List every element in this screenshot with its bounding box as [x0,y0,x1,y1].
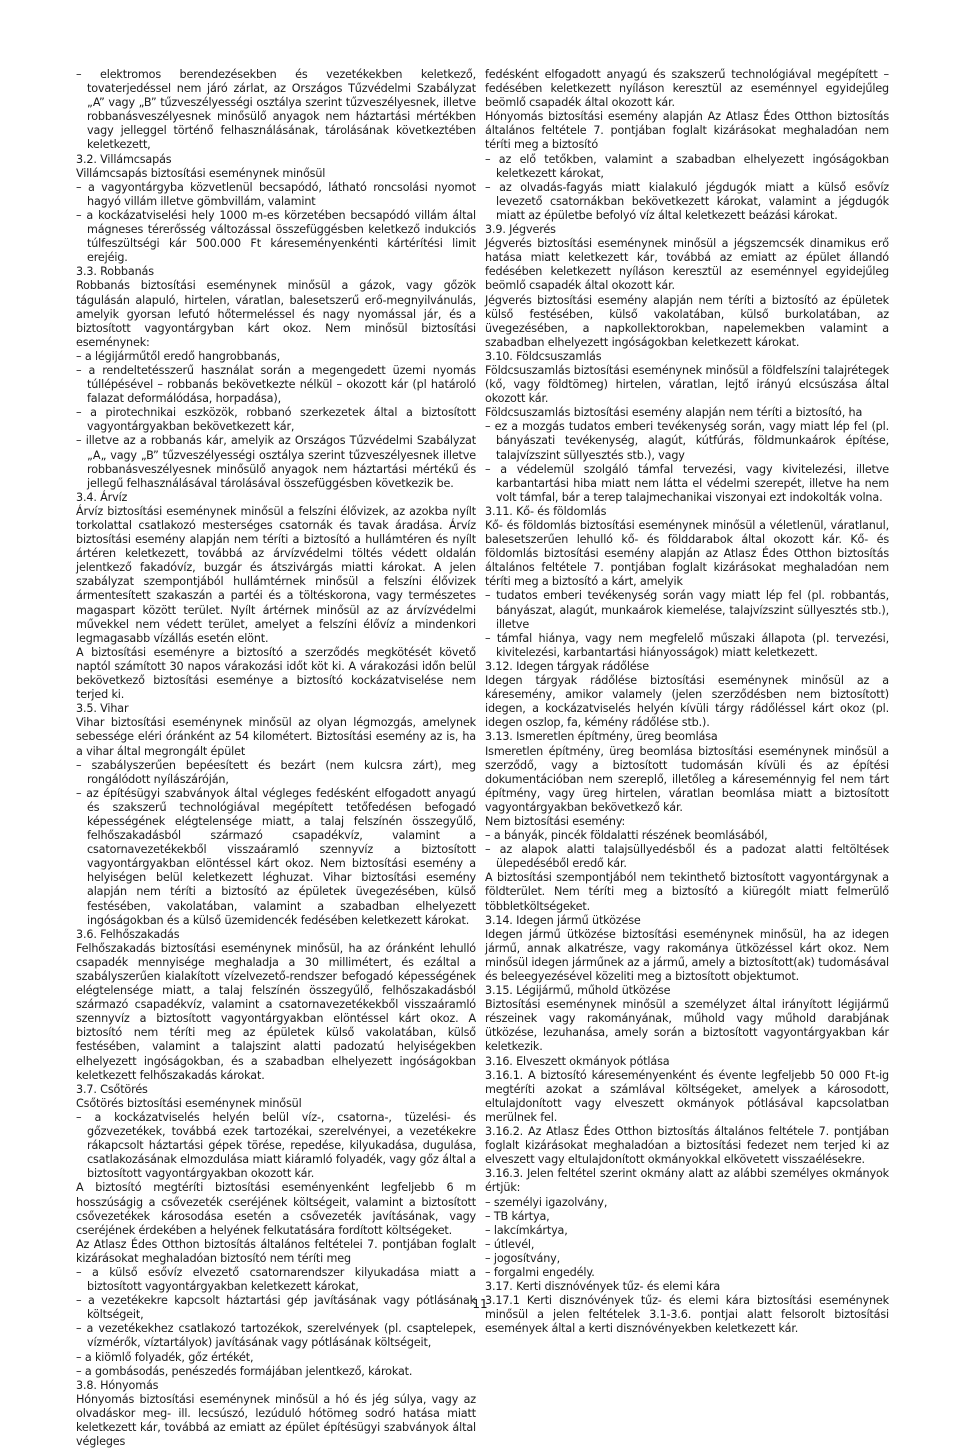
dash-list-item: – elektromos berendezésekben és vezetékekben keletkező, tovaterjedéssel nem járó zárlat, az Országos Tűzvédelmi Szabályzat „A” vagy „B” tűzveszélyességi osztálya szerint tűzveszélyesnek, illetve robbanásveszélyesnek minősülő anyagok nem háztartási mértékben vagy jelleggel történő felhasználásának, tárolásának következtében keletkezett, [76,68,476,153]
paragraph: 3.12. Idegen tárgyak rádőlése [485,659,649,673]
dash-list-item: – jogosítvány, [485,1252,889,1266]
paragraph: Jégverés biztosítási esemény alapján nem téríti a biztosító az épületek külső festésében, külső vakolatában, külső burkolatában, az üvegezésében, a napkollektorokban, napelemekben valamint a szabadban elhelyezett ingóságokban keletkezett károkat. [485,293,889,349]
paragraph: Biztosítási eseménynek minősül a személyzet által irányított légijármű részeinek vagy rakományának, műhold vagy műhold darabjának ütközése, lezuhanása, amely során a biztosított vagyontárgyakban kár keletkezik. [485,998,889,1054]
paragraph: 3.9. Jégverés [485,223,556,237]
paragraph: 3.3. Robbanás [76,265,154,279]
paragraph: Hónyomás biztosítási eseménynek minősül a hó és jég súlya, vagy az olvadáskor meg- ill. lecsúszó, lezúduló hótömeg sodró hatása miatt keletkezett kár, továbbá az emiatt az épület építésügyi szabványok által végleges [76,1392,476,1449]
paragraph: 3.8. Hónyomás [76,1378,159,1392]
page-number: 11 [472,1297,488,1311]
paragraph: 3.6. Felhőszakadás [76,927,180,941]
paragraph: 3.16.1. A biztosító káreseményenként és évente legfeljebb 50 000 Ft-ig megtéríti azokat a számlával költségeket, amelyek a károsodott, eltulajdonított vagy elveszett okmányok pótlásával kapcsolatban merülnek fel. [485,1068,889,1124]
dash-list-item: – az építésügyi szabványok által végleges fedésként elfogadott anyagú és szakszerű technológiával megépített tetőfedésen befogadó képességének elégtelensége miatt, a talaj felszínén összegyűlő, felhőszakadásból származó csapadékvíz, valamint a csatornavezetékekből visszaáramló szennyvíz a biztosított vagyontárgyakban elöntéssel kárt okoz. Nem biztosítási esemény a helyiségen belül keletkezett léghuzat. Vihar biztosítási esemény alapján nem téríti a biztosító az épületek üvegezésében, külső festésében, vakolatában, valamint a szabadban elhelyezett ingóságokban és a külső üzemidencék fedésében keletkezett károkat. [76,787,476,928]
paragraph: Jégverés biztosítási eseménynek minősül a jégszemcsék dinamikus erő hatása miatt keletkezett kár, továbbá az emiatt az épület állandó fedésében keletkezett nyíláson keresztül az eseménnyel egyidejűleg beömlő csapadék által okozott kár. [485,237,889,293]
paragraph: 3.17. Kerti disznóvények tűz- és elemi kára [485,1280,721,1294]
paragraph: Földcsuszamlás biztosítási esemény alapján nem téríti a biztosító, ha [485,406,863,420]
dash-list-item: – a vezetékekhez csatlakozó tartozékok, szerelvények (pl. csaptelepek, vízmérők, víztartályok) javításának vagy pótlásának költségeit, [76,1322,476,1350]
paragraph: Az Atlasz Édes Otthon biztosítás általános feltételei 7. pontjában foglalt kizárásokat meghaladóan biztosító nem téríti meg [76,1237,476,1265]
paragraph: Vihar biztosítási eseménynek minősül az olyan légmozgás, amelynek sebessége eléri óránként az 54 kilométert. Biztosítási esemény az is, ha a vihar által megrongált épület [76,716,476,758]
paragraph: Földcsuszamlás biztosítási eseménynek minősül a földfelszíni talajrétegek (kő, vagy földtömeg) hirtelen, váratlan, lejtő irányú elcsúszása által okozott kár. [485,363,889,406]
paragraph: A biztosítási eseményre a biztosító a szerződés megkötését követő naptól számított 30 napos várakozási időt köt ki. A várakozási időn belül bekövetkező biztosítási eseménye a biztosító kockázatviselése nem terjed ki. [76,645,476,702]
dash-list-item: – forgalmi engedély. [485,1266,889,1280]
paragraph: 3.17.1 Kerti disznóvények tűz- és elemi kára biztosítási eseménynek minősül a jelen feltételek 3.1-3.6. pontjai alatt felsorolt biztosítási események által a kerti disznóvényekben keletkezett kár. [485,1294,889,1336]
paragraph: 3.5. Vihar [76,702,129,716]
dash-list-item: – útlevél, [485,1238,889,1252]
dash-list-item: – a rendeltetésszerű használat során a megengedett üzemi nyomás túllépésével – robbanás bekövetkezte nélkül – okozott kár (pl határoló falazat deformálódása, horpadása), [76,364,476,406]
dash-list-item: – a kiömlő folyadék, gőz értékét, [76,1351,476,1365]
paragraph: 3.2. Villámcsapás [76,152,172,166]
paragraph: fedésként elfogadott anyagú és szakszerű technológiával megépített – fedésében keletkezett nyíláson keresztül az eseménnyel egyidejűleg beömlő csapadék által okozott kár. [485,68,889,110]
paragraph: 3.13. Ismeretlen építmény, üreg beomlása [485,730,718,744]
paragraph: Hónyomás biztosítási esemény alapján Az Atlasz Édes Otthon biztosítás általános feltétele 7. pontjában foglalt kizárásokat meghaladóan nem téríti meg a biztosító [485,110,889,152]
paragraph: 3.14. Idegen jármű ütközése [485,913,641,927]
paragraph: Nem biztosítási esemény: [485,814,626,828]
paragraph: 3.15. Légijármű, műhold ütközése [485,984,671,998]
dash-list-item: – tudatos emberi tevékenység során vagy miatt lép fel (pl. robbantás, bányászat, alagút, munkaárok kiemelése, talajvízszint süllyesztés stb.), illetve [485,589,889,631]
dash-list-item: – az olvadás-fagyás miatt kialakuló jégdugók miatt a külső esővíz levezető csatornákban bekövetkezett károkat, valamint a jégdugók miatt az épületbe befolyó víz által keletkezett beázási károkat. [485,181,889,223]
dash-list-item: – a gombásodás, penészedés formájában jelentkező, károkat. [76,1365,476,1379]
paragraph: Árvíz biztosítási eseménynek minősül a felszíni élővizek, az azokba nyílt torkolattal csatlakozó mesterséges csatornák és tavak áradása. Árvíz biztosítási esemény alapján nem téríti a biztosító a hullámtéren és nyílt ártéren keletkezett, továbbá az árvízvédelmi töltés védett oldalán jelentkező fakadóvíz, buzgár és átszivárgás miatti károkat. A jelen szabályzat szempontjából hullámtérnek minősül a felszíni élővizek ármentesített szakaszán a partéi és a töltéskorona, vagy természetes magaspart között terület. Nyílt ártérnek minősül az az árvízvédelmi művekkel nem védett terület, amelyet a felszíni élővíz a mindenkori legmagasabb vízállás esetén elönt. [76,504,476,645]
paragraph: 3.16. Elveszett okmányok pótlása [485,1054,670,1068]
dash-list-item: – ez a mozgás tudatos emberi tevékenység során, vagy miatt lép fel (pl. bányászati tevékenység, alagút, kútfúrás, földmunkaárok építése, talajvízszint süllyesztés stb.), vagy [485,420,889,462]
paragraph: Idegen tárgyak rádőlése biztosítási eseménynek minősül az a káresemény, amikor valamely (jelen szerződésben nem biztosított) idegen, a kockázatviselés helyén kívüli tárgy rádőléssel kárt okoz (pl. idegen oszlop, fa, kémény rádőlése stb.). [485,674,889,730]
dash-list-item: – támfal hiánya, vagy nem megfelelő műszaki állapota (pl. tervezési, kivitelezési, karbantartási hiányosságok) miatt keletkezett. [485,632,889,660]
paragraph: 3.16.2. Az Atlasz Édes Otthon biztosítás általános feltétele 7. pontjában foglalt kizárásokat meghaladóan a biztosítási fedezet nem terjed ki az elveszett vagy eltulajdonított okmányokkal elkövetett visszaélésekre. [485,1125,889,1167]
dash-list-item: – a pirotechnikai eszközök, robbanó szerkezetek által a biztosított vagyontárgyakban bekövetkezett kár, [76,406,476,434]
dash-list-item: – TB kártya, [485,1210,889,1224]
paragraph: Felhőszakadás biztosítási eseménynek minősül, ha az óránként lehulló csapadék mennyisége meghaladja a 30 millimétert, és ezáltal a szabályszerűen kialakított vízelvezető-rendszer befogadó képességének elégtelensége miatt, a talaj felszínén összegyűlő, felhőszakadásból származó csapadékvíz, valamint a csatornavezetékekből visszaáramló szennyvíz a biztosított vagyontárgyakban elöntéssel kárt okoz. A biztosító nem téríti meg az épületek külső vakolatában, külső festésében, valamint a talajszint alatti padozatú helyiségekben elhelyezett ingóságokban, és a szabadban elhelyezett ingóságokban keletkezett felhőszakadás károkat. [76,941,476,1082]
left-text-column [76,68,476,1449]
dash-list-item: – lakcímkártya, [485,1224,889,1238]
dash-list-item: – a védelemül szolgáló támfal tervezési, vagy kivitelezési, illetve karbantartási hiba miatt nem látta el védelmi szerepét, illetve ha nem volt támfal, bár a terep talajmechanikai viszonyai ezt indokolták volna. [485,463,889,505]
right-text-column [485,68,889,1336]
dash-list-item: – a vezetékekre kapcsolt háztartási gép javításának vagy pótlásának költségeit, [76,1294,476,1322]
paragraph: Kő- és földomlás biztosítási eseménynek minősül a véletlenül, váratlanul, balesetszerűen lehulló kő- és földdarabok által okozott kár. Kő- és földomlás biztosítási esemény alapján az Atlasz Édes Otthon biztosítás általános feltétele 7. pontjában foglalt kizárásokat meghaladóan nem téríti meg a biztosító a kárt, amelyik [485,519,889,589]
dash-list-item: – az alapok alatti talajsüllyedésből és a padozat alatti feltöltések ülepedéséből eredő kár. [485,843,889,871]
paragraph: 3.10. Földcsuszamlás [485,349,602,363]
paragraph: 3.16.3. Jelen feltétel szerint okmány alatt az alábbi személyes okmányok értjük: [485,1167,889,1195]
dash-list-item: – az elő tetőkben, valamint a szabadban elhelyezett ingóságokban keletkezett károkat, [485,153,889,181]
paragraph: Villámcsapás biztosítási eseménynek minősül [76,166,326,180]
dash-list-item: – a bányák, pincék földalatti részének beomlásából, [485,829,889,843]
paragraph: Robbanás biztosítási eseménynek minősül a gázok, vagy gőzök tágulásán alapuló, hirtelen, váratlan, balesetszerű erő-megnyilvánulás, amelyik gyorsan lefutó hőtermeléssel és nagy nyomással jár, és a biztosított vagyontárgyban kárt okoz. Nem minősül biztosítási eseménynek: [76,279,476,349]
paragraph: 3.7. Csőtörés [76,1082,148,1096]
paragraph: Ismeretlen építmény, üreg beomlása biztosítási eseménynek minősül a szerződő, vagy a biztosított tudomásán kívüli és az építési dokumentációban nem szereplő, illetőleg a káreseménnyig fel nem tárt építmény, vagy üreg hirtelen, váratlan beomlása miatt a biztosított vagyontárgyakban bekövetkező kár. [485,744,889,814]
dash-list-item: – személyi igazolvány, [485,1196,889,1210]
paragraph: A biztosító megtéríti biztosítási eseményenként legfeljebb 6 m hosszúságig a csővezeték cseréjének költségeit, valamint a biztosított csővezetékek károsodása esetén a csővezeték javításának, vagy cseréjének érdekében a helyének felkutatására fordított költségeket. [76,1181,476,1237]
dash-list-item: – a külső esővíz elvezető csatornarendszer kilyukadása miatt a biztosított vagyontárgyakban keletkezett károkat, [76,1266,476,1294]
dash-list-item: – a kockázatviselés helyén belül víz-, csatorna-, tüzelési- és gőzvezetékek, továbbá ezek tartozékai, szerelvényei, a vezetékekre rákapcsolt háztartási gépek törése, repedése, kilyukadása, dugulása, csatlakozásának elmozdulása miatt kiáramló folyadék, vagy gőz által a biztosított vagyontárgyakban okozott kár. [76,1111,476,1181]
dash-list-item: – a vagyontárgyba közvetlenül becsapódó, látható roncsolási nyomot hagyó villám illetve gömbvillám, valamint [76,181,476,209]
dash-list-item: – szabályszerűen bepéesített és bezárt (nem kulcsra zárt), meg rongálódott nyílászáróján, [76,759,476,787]
dash-list-item: – illetve az a robbanás kár, amelyik az Országos Tűzvédelmi Szabályzat „A„ vagy „B” tűzveszélyességi osztálya szerint tűzveszélyesnek illetve robbanásveszélyesnek minősülő anyagok nem háztartási mértékű és jellegű felhasználásával tárolásával összefüggésben következik be. [76,434,476,490]
paragraph: Idegen jármű ütközése biztosítási eseménynek minősül, ha az idegen jármű, annak alkatrésze, vagy rakománya ütközéssel kárt okoz. Nem minősül idegen járműnek az a jármű, amely a biztosított(ak) tudomásával és beleegyezésével közeliti meg a biztosított objektumot. [485,927,889,983]
dash-list-item: – a légijárműtől eredő hangrobbanás, [76,350,476,364]
paragraph: 3.11. Kő- és földomlás [485,504,607,518]
paragraph: Csőtörés biztosítási eseménynek minősül [76,1096,302,1110]
dash-list-item: – a kockázatviselési hely 1000 m-es körzetében becsapódó villám által mágneses térerősség változással összefüggésben keletkező indukciós túlfeszültségi kár 500.000 Ft káreseményenkénti kártérítési limit erejéig. [76,209,476,265]
paragraph: 3.4. Árvíz [76,490,128,504]
paragraph: A biztosítási szempontjából nem tekinthető biztosított vagyontárgynak a földterület. Nem téríti meg a biztosító a kiürególt miatt felmerülő többletköltségeket. [485,871,889,913]
